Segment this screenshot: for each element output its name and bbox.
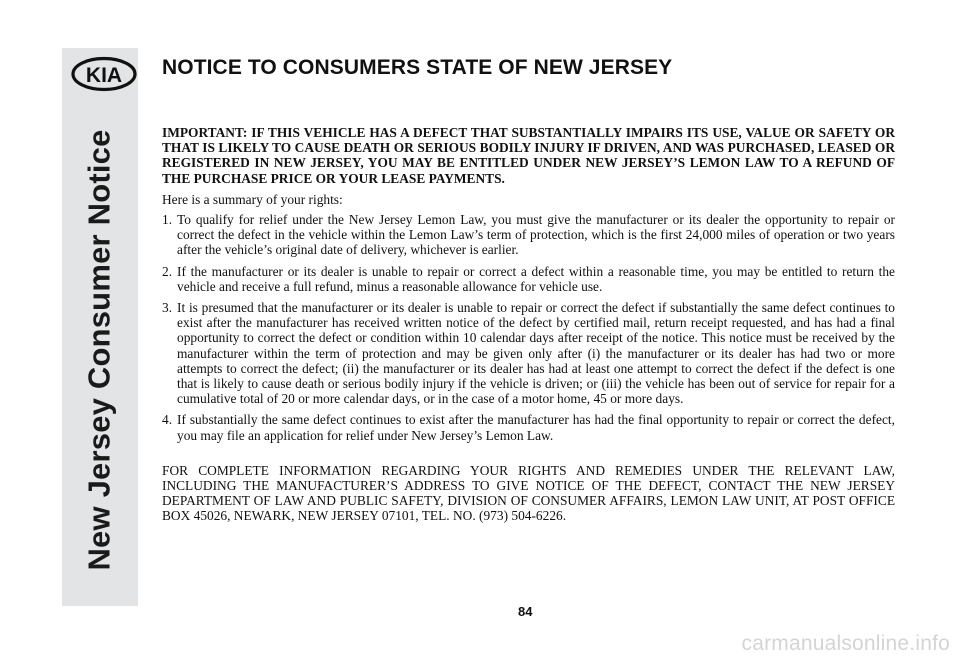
list-text: If substantially the same defect continues to exist after the manufacturer has had the final opportunity to repair or correct the defect, you may file an application for relief under New Jersey’s Lemon Law. — [177, 412, 895, 443]
list-item — [162, 300, 895, 406]
list-item — [162, 412, 895, 442]
list-item — [162, 212, 895, 258]
logo-text: KIA — [85, 64, 123, 87]
page-title: NOTICE TO CONSUMERS STATE OF NEW JERSEY — [162, 56, 673, 79]
list-text: If the manufacturer or its dealer is unable to repair or correct a defect within a reasonable time, you may be entitled to return the vehicle and receive a full refund, minus a reasonable allowance for vehicle use. — [177, 263, 895, 294]
rights-list — [162, 212, 895, 443]
watermark: carmanualsonline.info — [741, 632, 950, 655]
list-number: 2. — [162, 263, 173, 279]
list-number: 4. — [162, 412, 173, 428]
list-text: It is presumed that the manufacturer or its dealer is unable to repair or correct the defect if substantially the same defect continues to exist after the manufacturer has received written notice of the defect by certified mail, return receipt requested, and has had a final opportunity to correct the defect or condition within 10 calendar days after receipt of the notice. This notice must be received by the manufacturer within the term of protection and may be given only after (i) the manufacturer or its dealer has had two or more attempts to correct the defect; (ii) the manufacturer or its dealer has had at least one attempt to correct the defect if the defect is one that is likely to cause death or serious bodily injury if the vehicle is driven; or (iii) the vehicle has been out of service for repair for a cumulative total of 20 or more calendar days, or in the case of a motor home, 45 or more days. — [177, 300, 895, 407]
list-number: 3. — [162, 300, 173, 316]
list-number: 1. — [162, 212, 173, 228]
section-title-vertical — [68, 100, 132, 600]
kia-logo — [70, 55, 138, 93]
notice-body — [162, 125, 895, 524]
list-item — [162, 264, 895, 294]
sidebar-title: New Jersey Consumer Notice — [82, 129, 117, 571]
list-text: To qualify for relief under the New Jersey Lemon Law, you must give the manufacturer or its dealer the opportunity to repair or correct the defect in the vehicle within the Lemon Law’s term of protection, which is the first 24,000 miles of operation or two years after the vehicle’s original date of delivery, whichever is earlier. — [177, 212, 895, 258]
rights-intro: Here is a summary of your rights: — [162, 191, 343, 207]
complete-information: FOR COMPLETE INFORMATION REGARDING YOUR RIGHTS AND REMEDIES UNDER THE RELEVANT LAW, INCLUDING THE MANUFACTURER’S ADDRESS TO GIVE NOTICE OF THE DEFECT, CONTACT THE NEW JERSEY DEPARTMENT OF LAW AND PUBLIC SAFETY, DIVISION OF CONSUMER AFFAIRS, LEMON LAW UNIT, AT POST OFFICE BOX 45026, NEWARK, NEW JERSEY 07101, TEL. NO. (973) 504-6226. — [162, 462, 895, 524]
page-number: 84 — [518, 604, 533, 619]
important-notice: IMPORTANT: IF THIS VEHICLE HAS A DEFECT THAT SUBSTANTIALLY IMPAIRS ITS USE, VALUE OR SAFETY OR THAT IS LIKELY TO CAUSE DEATH OR SERIOUS BODILY INJURY IF DRIVEN, AND WAS PURCHASED, LEASED OR REGISTERED IN NEW JERSEY, YOU MAY BE ENTITLED UNDER NEW JERSEY’S LEMON LAW TO A REFUND OF THE PURCHASE PRICE OR YOUR LEASE PAYMENTS. — [162, 125, 895, 186]
